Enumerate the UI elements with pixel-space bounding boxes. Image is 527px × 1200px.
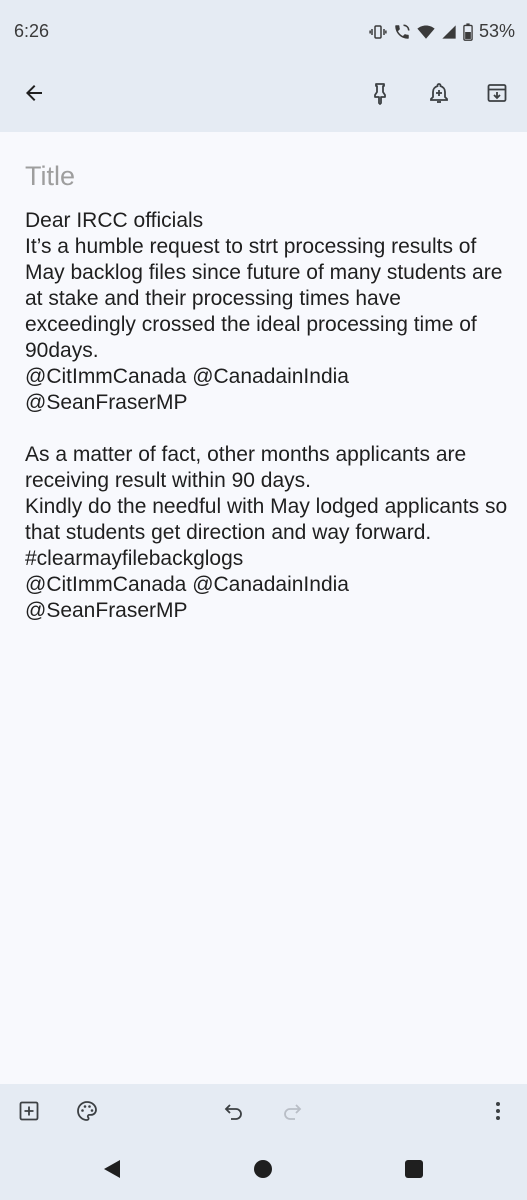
more-vert-icon (486, 1099, 510, 1128)
undo-icon (222, 1099, 246, 1128)
back-button[interactable] (14, 75, 54, 115)
note-title-input[interactable]: Title (25, 161, 76, 191)
vibrate-icon (369, 23, 387, 41)
pin-button[interactable] (360, 75, 400, 115)
top-app-bar (0, 66, 527, 132)
wifi-call-icon (393, 23, 411, 41)
archive-button[interactable] (477, 75, 517, 115)
nav-back-icon (101, 1158, 123, 1185)
nav-recents-icon (404, 1159, 424, 1184)
note-content (25, 158, 510, 624)
redo-button[interactable] (272, 1093, 312, 1133)
reminder-button[interactable] (419, 75, 459, 115)
archive-icon (485, 81, 509, 110)
arrow-left-icon (22, 81, 46, 110)
battery-icon (463, 23, 473, 41)
palette-icon (75, 1099, 99, 1128)
more-options-button[interactable] (478, 1093, 518, 1133)
bottom-toolbar (0, 1084, 527, 1142)
bell-plus-icon (427, 81, 451, 110)
pin-icon (368, 81, 392, 110)
add-content-button[interactable] (9, 1093, 49, 1133)
note-body-text[interactable]: Dear IRCC officials It’s a humble request to strt processing results of May backlog files since future of many students are at stake and their processing times have exceedingly crossed the ideal processing time of 90days. @CitImmCanada @CanadainIndia @SeanFraserMP As a matter of fact, other months applicants are receiving result within 90 days. Kindly do the needful with May lodged applicants so that students get direction and way forward. #clearmayfilebackglogs @CitImmCanada @CanadainIndia @SeanFraserMP (25, 209, 508, 622)
signal-icon (441, 23, 457, 41)
redo-icon (280, 1099, 304, 1128)
wifi-icon (417, 23, 435, 41)
status-icons (369, 21, 515, 42)
nav-recents-button[interactable] (401, 1158, 427, 1184)
status-time: 6:26 (14, 21, 50, 41)
nav-back-button[interactable] (99, 1158, 125, 1184)
add-box-icon (17, 1099, 41, 1128)
system-nav-bar (0, 1142, 527, 1200)
status-bar (0, 0, 527, 66)
undo-button[interactable] (214, 1093, 254, 1133)
nav-home-icon (253, 1159, 273, 1184)
nav-home-button[interactable] (250, 1158, 276, 1184)
background-color-button[interactable] (67, 1093, 107, 1133)
battery-percent: 53% (478, 21, 515, 41)
